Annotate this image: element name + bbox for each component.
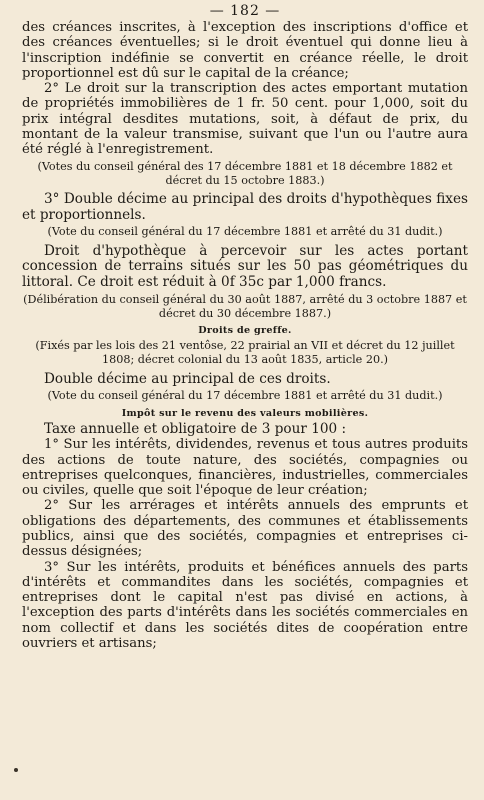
paragraph-taxe-annuelle: Taxe annuelle et obligatoire de 3 pour 100 : xyxy=(44,420,347,437)
note-vote-1881-greffe: (Vote du conseil général du 17 décembre 1881 et arrêté du 31 dudit.) xyxy=(47,389,443,403)
paragraph-item-2-arrerages: 2° Sur les arrérages et intérêts annuels des emprunts et obligations des départements, des communes et établissements publics, ainsi que des sociétés, compagnies et entreprises ci-dessus désignées; xyxy=(22,498,468,560)
paragraph-droit-hypotheque-littoral: Droit d'hypothèque à percevoir sur les actes portant concession de terrains situés sur les 50 pas géométriques du littoral. Ce droit est réduit à 0f 35c par 1,000 francs. xyxy=(22,242,468,290)
paragraph-creances: des créances inscrites, à l'exception des inscriptions d'office et des créances éventuelles; si le droit éventuel qui donne lieu à l'inscription indéfinie se convertit en créance réelle, le droit proportionnel est dû sur le capital de la créance; xyxy=(22,20,468,81)
note-lois-ventose: (Fixés par les lois des 21 ventôse, 22 prairial an VII et décret du 12 juillet 1808; décret colonial du 13 août 1835, article 20.) xyxy=(35,339,455,367)
note-vote-1881: (Vote du conseil général du 17 décembre 1881 et arrêté du 31 dudit.) xyxy=(47,225,443,239)
heading-impot-valeurs-mobilieres: Impôt sur le revenu des valeurs mobilières. xyxy=(121,407,369,419)
page-number: — 182 — xyxy=(209,3,281,19)
paragraph-double-decime-hypotheques: 3° Double décime au principal des droits d'hypothèques fixes et proportionnels. xyxy=(22,191,468,223)
note-votes-1881-1882: (Votes du conseil général des 17 décembre 1881 et 18 décembre 1882 et décret du 15 octobre 1883.) xyxy=(37,159,453,187)
heading-droits-de-greffe: Droits de greffe. xyxy=(198,325,292,337)
paragraph-item-3-parts: 3° Sur les intérêts, produits et bénéfices annuels des parts d'intérêts et commandites dans les sociétés, compagnies et entreprises dont le capital n'est pas divisé en actions, à l'exception des parts d'intérêts dans les sociétés commerciales en nom collectif et dans les sociétés dites de coopération entre ouvriers et artisans; xyxy=(22,559,468,652)
paragraph-double-decime-greffe: Double décime au principal de ces droits. xyxy=(44,370,331,387)
paragraph-item-1-interets: 1° Sur les intérêts, dividendes, revenus et tous autres produits des actions de toute nature, des sociétés, compagnies ou entreprises quelconques, financières, industrielles, commerciales ou civiles, quelle que soit l'époque de leur création; xyxy=(22,437,468,499)
note-deliberation-1887: (Délibération du conseil général du 30 août 1887, arrêté du 3 octobre 1887 et décret du 30 décembre 1887.) xyxy=(23,292,467,320)
ink-dot xyxy=(14,768,18,772)
paragraph-transcription: 2° Le droit sur la transcription des actes emportant mutation de propriétés immobilières de 1 fr. 50 cent. pour 1,000, soit du prix intégral desdites mutations, soit, à défaut de prix, du montant de la valeur transmise, suivant que l'un ou l'autre aura été réglé à l'enregistrement. xyxy=(22,81,468,158)
